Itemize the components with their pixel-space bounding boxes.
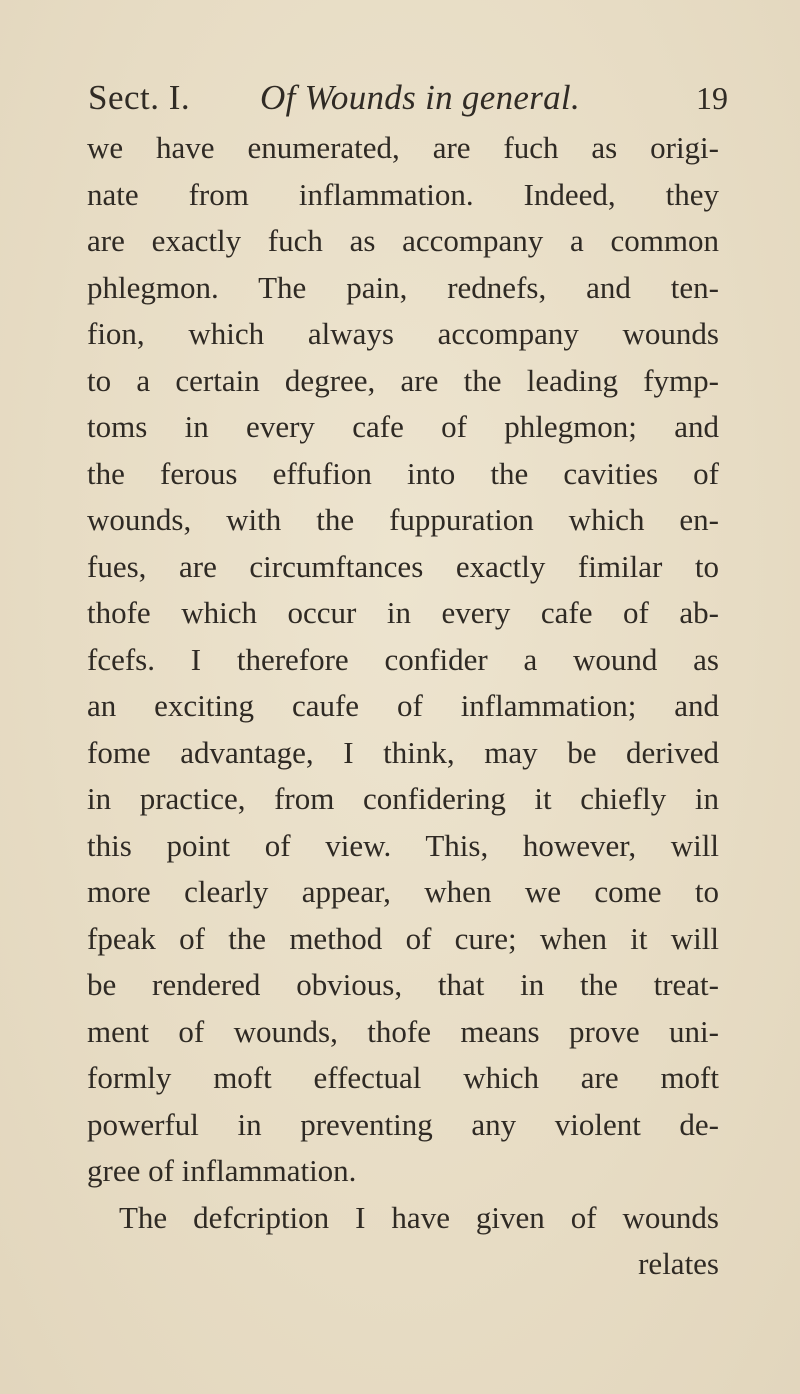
text-line: the ferous effufion into the cavities of (87, 455, 719, 491)
text-line: powerful in preventing any violent de- (87, 1106, 719, 1142)
text-line: fues, are circumftances exactly fimilar to (87, 548, 719, 584)
text-line: fome advantage, I think, may be derived (87, 734, 719, 770)
chapter-title: Of Wounds in general. (260, 78, 581, 117)
text-line: fcefs. I therefore confider a wound as (87, 641, 719, 677)
text-line: be rendered obvious, that in the treat- (87, 967, 719, 1002)
text-line: gree of inflammation. (87, 1153, 357, 1188)
text-line: ment of wounds, thofe means prove uni- (87, 1013, 719, 1049)
text-line: The defcription I have given of wounds (119, 1199, 719, 1235)
text-line: to a certain degree, are the leading fymp- (87, 362, 719, 398)
text-line: we have enumerated, are fuch as origi- (87, 130, 719, 165)
text-line: formly moft effectual which are moft (87, 1060, 719, 1095)
text-line: fpeak of the method of cure; when it will (87, 920, 719, 956)
section-label: Sect. I. (88, 78, 191, 117)
page-number: 19 (696, 80, 728, 116)
text-line: thofe which occur in every cafe of ab- (87, 595, 719, 630)
text-line: fion, which always accompany wounds (87, 316, 719, 351)
text-line: more clearly appear, when we come to (87, 874, 719, 909)
text-line: toms in every cafe of phlegmon; and (87, 409, 719, 444)
text-line: in practice, from confidering it chiefly in (87, 781, 719, 816)
catchword: relates (638, 1246, 719, 1281)
text-line: this point of view. This, however, will (87, 827, 719, 863)
text-line: an exciting caufe of inflammation; and (87, 688, 719, 723)
body-text (87, 125, 719, 1288)
text-line: nate from inflammation. Indeed, they (87, 176, 719, 212)
text-line: wounds, with the fuppuration which en- (87, 502, 719, 537)
text-line: phlegmon. The pain, rednefs, and ten- (87, 269, 719, 305)
text-line: are exactly fuch as accompany a common (87, 223, 719, 258)
running-head (88, 78, 728, 128)
